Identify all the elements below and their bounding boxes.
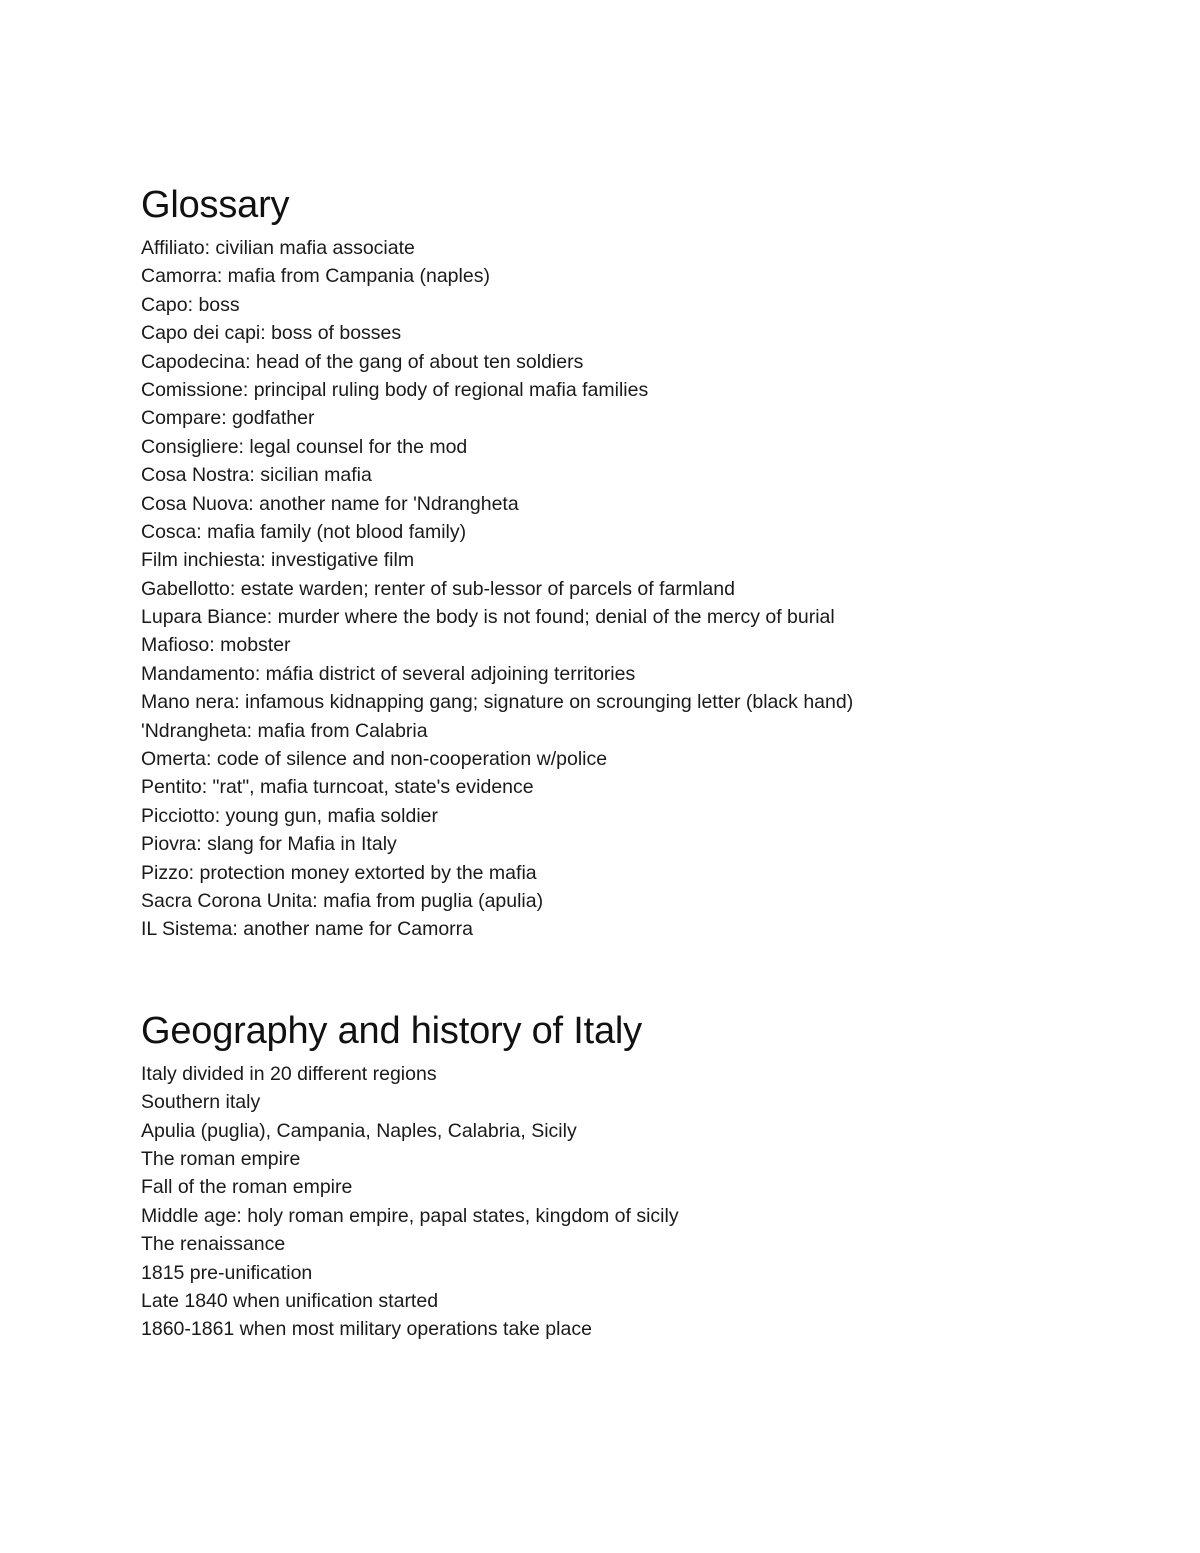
glossary-entry: Consigliere: legal counsel for the mod xyxy=(141,435,468,458)
history-entry: Middle age: holy roman empire, papal states, kingdom of sicily xyxy=(141,1204,679,1227)
glossary-entry: Mano nera: infamous kidnapping gang; signature on scrounging letter (black hand) xyxy=(141,691,854,714)
history-entry: The renaissance xyxy=(141,1233,286,1256)
glossary-entry: Capodecina: head of the gang of about ten soldiers xyxy=(141,350,584,373)
glossary-entry: Film inchiesta: investigative film xyxy=(141,549,415,572)
document-content xyxy=(141,180,1101,1344)
history-entry: Apulia (puglia), Campania, Naples, Calabria, Sicily xyxy=(141,1119,577,1142)
glossary-list xyxy=(141,234,1101,944)
glossary-entry: Capo dei capi: boss of bosses xyxy=(141,322,402,345)
glossary-entry: Lupara Biance: murder where the body is not found; denial of the mercy of burial xyxy=(141,606,835,629)
glossary-entry: Mafioso: mobster xyxy=(141,634,291,657)
section-spacer xyxy=(141,944,1101,1006)
history-entry: The roman empire xyxy=(141,1147,301,1170)
glossary-entry: Compare: godfather xyxy=(141,407,315,430)
glossary-entry: Pentito: "rat", mafia turncoat, state's evidence xyxy=(141,776,534,799)
history-entry: Late 1840 when unification started xyxy=(141,1289,439,1312)
glossary-entry: Piovra: slang for Mafia in Italy xyxy=(141,833,397,856)
glossary-entry: Capo: boss xyxy=(141,293,240,316)
history-entry: 1860-1861 when most military operations take place xyxy=(141,1318,592,1341)
glossary-entry: Picciotto: young gun, mafia soldier xyxy=(141,804,438,827)
glossary-entry: Cosa Nuova: another name for 'Ndrangheta xyxy=(141,492,519,515)
glossary-entry: Camorra: mafia from Campania (naples) xyxy=(141,265,490,288)
glossary-entry: 'Ndrangheta: mafia from Calabria xyxy=(141,719,428,742)
history-entry: Fall of the roman empire xyxy=(141,1176,353,1199)
glossary-entry: Cosa Nostra: sicilian mafia xyxy=(141,464,372,487)
glossary-entry: IL Sistema: another name for Camorra xyxy=(141,918,474,941)
glossary-entry: Sacra Corona Unita: mafia from puglia (apulia) xyxy=(141,889,544,912)
history-entry: 1815 pre-unification xyxy=(141,1261,313,1284)
history-list xyxy=(141,1060,1101,1344)
history-entry: Italy divided in 20 different regions xyxy=(141,1062,437,1085)
glossary-heading: Glossary xyxy=(141,184,290,226)
history-entry: Southern italy xyxy=(141,1091,261,1114)
glossary-entry: Cosca: mafia family (not blood family) xyxy=(141,520,467,543)
glossary-entry: Omerta: code of silence and non-cooperation w/police xyxy=(141,748,608,771)
glossary-entry: Comissione: principal ruling body of regional mafia families xyxy=(141,378,649,401)
glossary-entry: Gabellotto: estate warden; renter of sub-lessor of parcels of farmland xyxy=(141,577,735,600)
history-heading: Geography and history of Italy xyxy=(141,1009,642,1052)
glossary-entry: Affiliato: civilian mafia associate xyxy=(141,237,415,259)
glossary-entry: Pizzo: protection money extorted by the mafia xyxy=(141,861,537,884)
glossary-entry: Mandamento: máfia district of several adjoining territories xyxy=(141,662,636,685)
